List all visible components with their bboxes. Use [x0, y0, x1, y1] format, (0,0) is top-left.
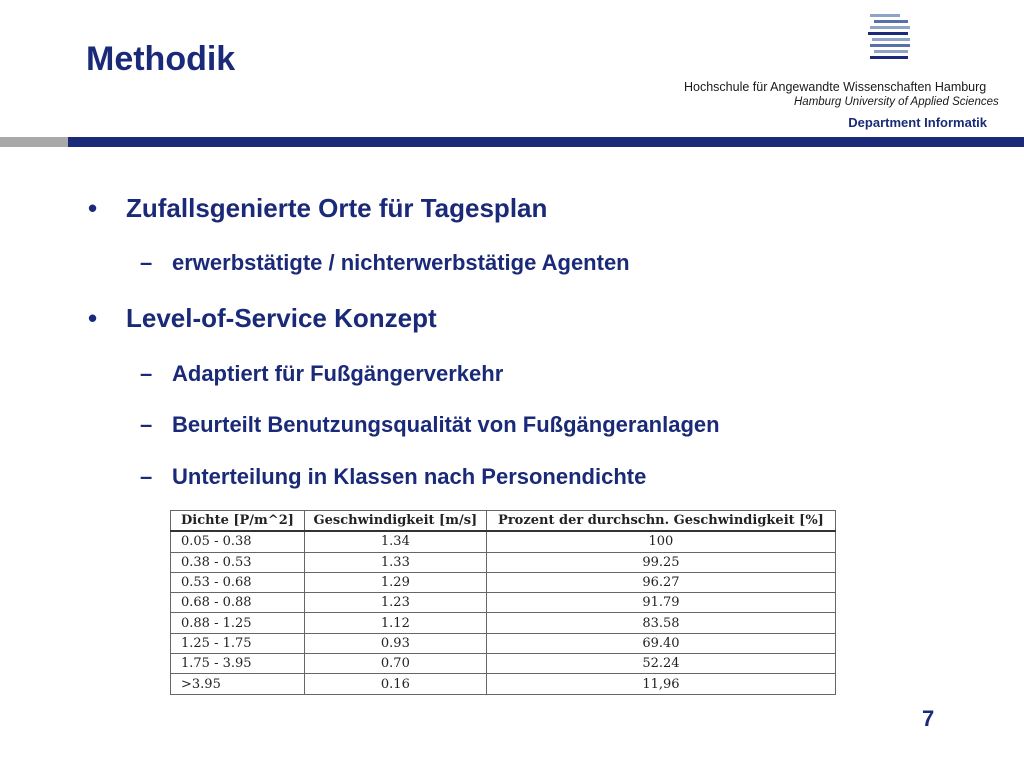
table-row — [171, 572, 836, 592]
table-cell: 1.33 — [304, 552, 486, 572]
table-cell: 0.05 - 0.38 — [171, 531, 305, 552]
university-name-english: Hamburg University of Applied Sciences — [794, 96, 999, 108]
table-cell: 1.25 - 1.75 — [171, 633, 305, 653]
table-cell: 96.27 — [486, 572, 835, 592]
table-cell: 83.58 — [486, 613, 835, 633]
university-logo-icon — [866, 14, 914, 62]
table-row — [171, 613, 836, 633]
table-cell: 0.68 - 0.88 — [171, 593, 305, 613]
table-cell: 1.75 - 3.95 — [171, 654, 305, 674]
sub-bullet-marker: – — [140, 464, 153, 489]
header-divider-gray — [0, 137, 68, 147]
sub-bullet-text: Unterteilung in Klassen nach Personendichte — [172, 464, 647, 489]
department-label: Department Informatik — [848, 115, 987, 130]
table-cell: 1.23 — [304, 593, 486, 613]
level-of-service-table — [170, 510, 836, 695]
bullet-item — [88, 193, 547, 224]
table-cell: 11,96 — [486, 674, 835, 694]
table-row — [171, 654, 836, 674]
table-cell: 1.29 — [304, 572, 486, 592]
table-cell: 52.24 — [486, 654, 835, 674]
table-row — [171, 674, 836, 694]
table-row — [171, 531, 836, 552]
sub-bullet-marker: – — [140, 412, 153, 437]
university-name: Hochschule für Angewandte Wissenschaften Hamburg — [684, 80, 987, 94]
sub-bullet-item — [140, 361, 503, 387]
page-number: 7 — [922, 706, 935, 731]
bullet-item — [88, 303, 437, 334]
table-cell: 0.53 - 0.68 — [171, 572, 305, 592]
column-header: Prozent der durchschn. Geschwindigkeit [%] — [486, 511, 835, 532]
sub-bullet-text: Beurteilt Benutzungsqualität von Fußgängeranlagen — [172, 412, 720, 437]
bullet-text: Level-of-Service Konzept — [126, 303, 437, 333]
table-cell: 1.12 — [304, 613, 486, 633]
table-cell: 0.38 - 0.53 — [171, 552, 305, 572]
table-cell: 0.88 - 1.25 — [171, 613, 305, 633]
table-cell: 0.93 — [304, 633, 486, 653]
table-row — [171, 552, 836, 572]
table-cell: 100 — [486, 531, 835, 552]
sub-bullet-marker: – — [140, 361, 153, 386]
sub-bullet-item — [140, 250, 630, 276]
table-row — [171, 593, 836, 613]
table-cell: 0.16 — [304, 674, 486, 694]
table-cell: 99.25 — [486, 552, 835, 572]
sub-bullet-text: Adaptiert für Fußgängerverkehr — [172, 361, 504, 386]
sub-bullet-marker: – — [140, 250, 153, 275]
sub-bullet-text: erwerbstätigte / nichterwerbstätige Agenten — [172, 250, 630, 275]
sub-bullet-item — [140, 412, 720, 438]
table-cell: 91.79 — [486, 593, 835, 613]
bullet-text: Zufallsgenierte Orte für Tagesplan — [126, 193, 548, 223]
table-cell: 0.70 — [304, 654, 486, 674]
sub-bullet-item — [140, 464, 646, 490]
slide-title: Methodik — [86, 40, 236, 78]
column-header: Geschwindigkeit [m/s] — [304, 511, 486, 532]
header-divider-blue — [68, 137, 1024, 147]
bullet-marker: • — [88, 303, 98, 333]
table-header-row — [171, 511, 836, 532]
table-cell: >3.95 — [171, 674, 305, 694]
table-cell: 69.40 — [486, 633, 835, 653]
table-row — [171, 633, 836, 653]
column-header: Dichte [P/m^2] — [171, 511, 305, 532]
bullet-marker: • — [88, 193, 98, 223]
table-cell: 1.34 — [304, 531, 486, 552]
